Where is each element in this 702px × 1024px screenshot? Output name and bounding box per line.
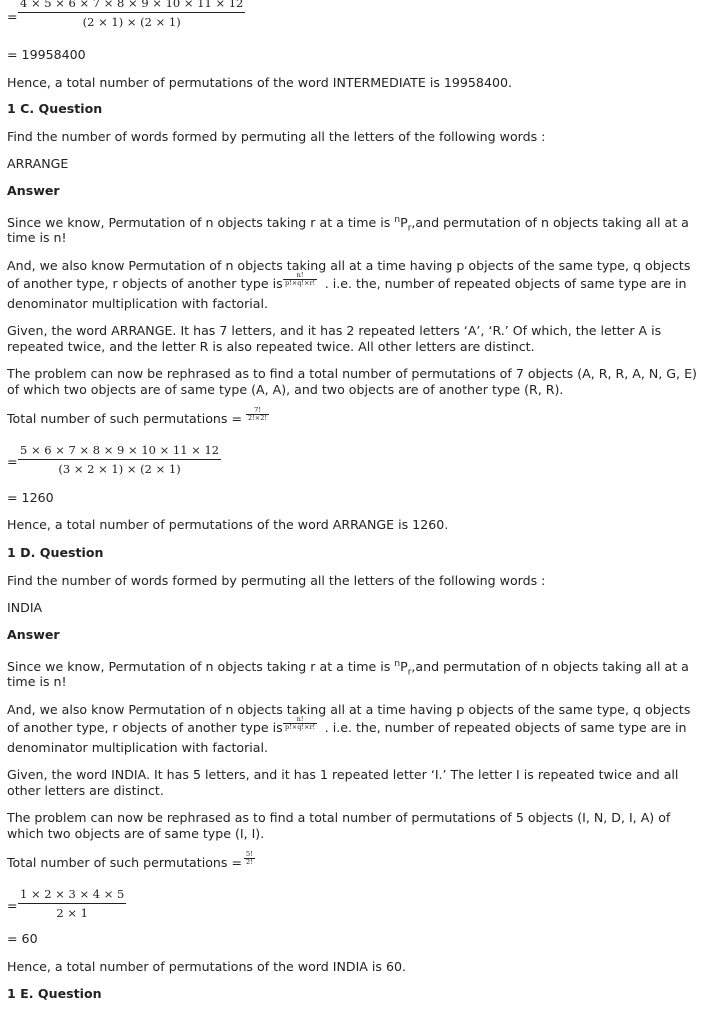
- total-permutations-fraction: $\frac{5!}{2!}$: [246, 850, 253, 866]
- paragraph-repeated-objects-end: denominator multiplication with factorial.: [7, 296, 269, 311]
- fraction-denominator: (2 × 1) × (2 × 1): [18, 12, 245, 31]
- intermediate-fraction: [18, 0, 245, 31]
- paragraph-rephrase: The problem can now be rephrased as to find a total number of permutations of 5 objects (I, N, D, I, A) of: [7, 810, 671, 825]
- conclusion-line: Hence, a total number of permutations of the word INTERMEDIATE is 19958400.: [7, 75, 512, 90]
- total-permutations-label: Total number of such permutations =: [7, 411, 243, 426]
- fraction-denominator: 2 × 1: [18, 903, 126, 922]
- paragraph-repeated-objects-cont: of another type, r objects of another type is . i.e. the, number of repeated objects of same type are in: [7, 276, 687, 291]
- equals-sign: =: [7, 9, 18, 24]
- fraction-denominator: (3 × 2 × 1) × (2 × 1): [18, 459, 221, 478]
- paragraph-given-cont: other letters are distinct.: [7, 783, 164, 798]
- repeated-formula-fraction: $\frac{n!}{p!\times q!\times r!}$: [285, 271, 316, 287]
- result-line: = 60: [7, 931, 38, 946]
- arrange-fraction: [18, 441, 221, 478]
- paragraph-given-cont: repeated twice, and the letter R is also repeated twice. All other letters are distinct.: [7, 339, 535, 354]
- paragraph-permutation-definition-cont: time is n!: [7, 230, 67, 245]
- paragraph-rephrase: The problem can now be rephrased as to find a total number of permutations of 7 objects (A, R, R, A, N, G, E): [7, 366, 697, 381]
- repeated-formula-fraction: $\frac{n!}{p!\times q!\times r!}$: [285, 715, 316, 731]
- question-heading: 1 D. Question: [7, 545, 104, 560]
- total-permutations-fraction: $\frac{7!}{2!\times 2!}$: [248, 406, 267, 422]
- question-prompt: Find the number of words formed by permuting all the letters of the following words :: [7, 573, 546, 588]
- paragraph-given: Given, the word ARRANGE. It has 7 letters, and it has 2 repeated letters ‘A’, ‘R.’ Of which, the letter A is: [7, 323, 662, 338]
- paragraph-rephrase-cont: of which two objects are of same type (A, A), and two objects are of another type (R, R).: [7, 382, 564, 397]
- paragraph-permutation-definition: Since we know, Permutation of n objects taking r at a time is $^nP_r,and$ permutation of n objects taking all at a: [7, 215, 689, 234]
- total-permutations-label: Total number of such permutations =: [7, 855, 243, 870]
- question-heading: 1 C. Question: [7, 101, 103, 116]
- question-prompt: Find the number of words formed by permuting all the letters of the following words :: [7, 129, 546, 144]
- conclusion-line: Hence, a total number of permutations of the word ARRANGE is 1260.: [7, 517, 449, 532]
- fraction-numerator: 5 × 6 × 7 × 8 × 9 × 10 × 11 × 12: [20, 443, 220, 457]
- answer-label: Answer: [7, 183, 60, 198]
- paragraph-repeated-objects: And, we also know Permutation of n objects taking all at a time having p objects of the same type, q objects: [7, 258, 691, 273]
- answer-label: Answer: [7, 627, 60, 642]
- result-line: = 1260: [7, 490, 54, 505]
- fraction-numerator: 1 × 2 × 3 × 4 × 5: [20, 887, 125, 901]
- paragraph-repeated-objects: And, we also know Permutation of n objects taking all at a time having p objects of the same type, q objects: [7, 702, 691, 717]
- question-heading: 1 E. Question: [7, 986, 102, 1001]
- india-fraction: [18, 885, 126, 922]
- question-word: ARRANGE: [7, 156, 69, 171]
- equals-sign: =: [7, 898, 18, 913]
- paragraph-permutation-definition-cont: time is n!: [7, 674, 67, 689]
- equals-sign: =: [7, 454, 18, 469]
- paragraph-rephrase-cont: which two objects are of same type (I, I).: [7, 826, 265, 841]
- paragraph-given: Given, the word INDIA. It has 5 letters, and it has 1 repeated letter ‘I.’ The letter I is repeated twice and all: [7, 767, 679, 782]
- result-line: = 19958400: [7, 47, 86, 62]
- paragraph-repeated-objects-end: denominator multiplication with factorial.: [7, 740, 269, 755]
- paragraph-repeated-objects-cont: of another type, r objects of another type is . i.e. the, number of repeated objects of same type are in: [7, 720, 687, 735]
- fraction-numerator: 4 × 5 × 6 × 7 × 8 × 9 × 10 × 11 × 12: [20, 0, 244, 10]
- conclusion-line: Hence, a total number of permutations of the word INDIA is 60.: [7, 959, 407, 974]
- question-word: INDIA: [7, 600, 43, 615]
- paragraph-permutation-definition: Since we know, Permutation of n objects taking r at a time is $^nP_r,and$ permutation of n objects taking all at a: [7, 659, 689, 678]
